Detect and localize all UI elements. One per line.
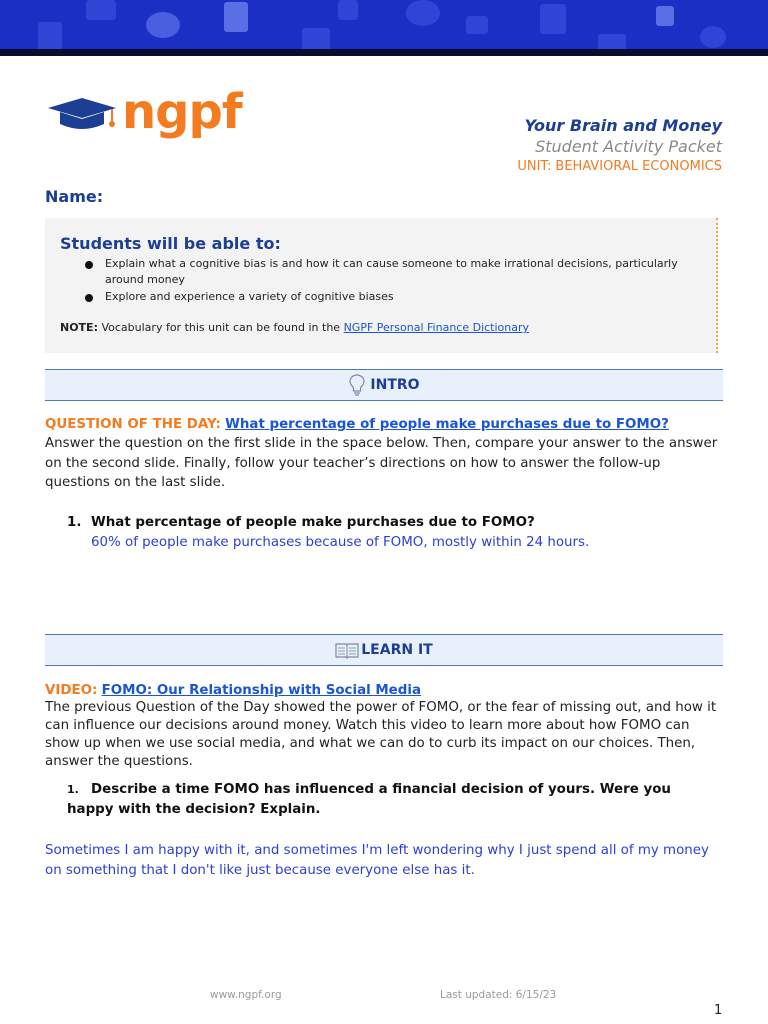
unit-label: UNIT: BEHAVIORAL ECONOMICS	[517, 159, 722, 174]
logo-wordmark: ngpf	[122, 84, 242, 140]
calculator-icon	[338, 0, 358, 20]
qotd-link[interactable]: What percentage of people make purchases due to FOMO?	[225, 417, 669, 432]
banner-stripe	[0, 49, 768, 56]
folder-icon	[598, 34, 626, 50]
document-title: Your Brain and Money	[524, 116, 722, 135]
objectives-list	[85, 256, 695, 305]
note-label: NOTE:	[60, 321, 98, 334]
qotd-label: QUESTION OF THE DAY:	[45, 417, 221, 432]
name-label: Name:	[45, 187, 104, 206]
calculator-icon	[656, 6, 674, 26]
folder-icon	[466, 16, 488, 34]
video-line	[45, 681, 725, 701]
calculator-icon	[540, 4, 566, 34]
intro-instructions: Answer the question on the first slide in the space below. Then, compare your answer to the answer on the second slide. Finally, follow your teacher’s directions on how to answer the follow-up questions on the last slide.	[45, 436, 718, 490]
intro-answer[interactable]: 60% of people make purchases because of FOMO, mostly within 24 hours.	[91, 535, 590, 550]
piggy-bank-icon	[406, 0, 440, 26]
question-text: What percentage of people make purchases due to FOMO?	[91, 515, 535, 530]
learn-section-bar	[45, 634, 723, 666]
question-number: 1.	[67, 783, 79, 796]
document-icon	[38, 22, 62, 50]
vocabulary-note	[60, 321, 529, 334]
learn-instructions: The previous Question of the Day showed the power of FOMO, or the fear of missing out, and how it can influence our decisions around money. Watch this video to learn more about how FOMO can show up when we use social media, and what we can do to curb its impact on our choices. Then, answer the questions.	[45, 700, 717, 769]
book-icon	[335, 641, 359, 659]
objectives-box	[45, 218, 718, 353]
folder-icon	[86, 0, 116, 20]
page-number: 1	[714, 1003, 723, 1018]
footer-updated: Last updated: 6/15/23	[440, 989, 557, 1001]
intro-section-bar	[45, 369, 723, 401]
document-subtitle: Student Activity Packet	[535, 137, 722, 156]
question-text: Describe a time FOMO has influenced a financial decision of yours. Were you happy with the decision? Explain.	[67, 782, 671, 817]
header-banner	[0, 0, 768, 56]
intro-question	[67, 513, 707, 533]
learn-question	[67, 780, 707, 820]
title-block	[517, 116, 722, 176]
dictionary-link[interactable]: NGPF Personal Finance Dictionary	[343, 321, 530, 334]
graduation-cap-icon	[46, 92, 126, 138]
qotd-line	[45, 415, 725, 435]
piggy-bank-icon	[146, 12, 180, 38]
objective-item: Explain what a cognitive bias is and how it can cause someone to make irrational decisions, particularly around money	[85, 256, 695, 288]
note-text: Vocabulary for this unit can be found in the	[97, 321, 344, 334]
footer-url: www.ngpf.org	[210, 989, 282, 1001]
document-icon	[224, 2, 248, 32]
question-number: 1.	[67, 515, 82, 530]
video-label: VIDEO:	[45, 683, 98, 698]
video-link[interactable]: FOMO: Our Relationship with Social Media	[101, 683, 421, 698]
folder-icon	[302, 28, 330, 50]
objective-item: Explore and experience a variety of cognitive biases	[85, 289, 695, 305]
piggy-bank-icon	[700, 26, 726, 48]
learn-answer[interactable]: Sometimes I am happy with it, and sometimes I'm left wondering why I just spend all of my money on something that I don't like just because everyone else has it.	[45, 843, 709, 878]
intro-label: INTRO	[370, 377, 420, 393]
lightbulb-icon	[348, 373, 366, 397]
objectives-heading: Students will be able to:	[60, 234, 281, 253]
learn-label: LEARN IT	[361, 642, 433, 658]
